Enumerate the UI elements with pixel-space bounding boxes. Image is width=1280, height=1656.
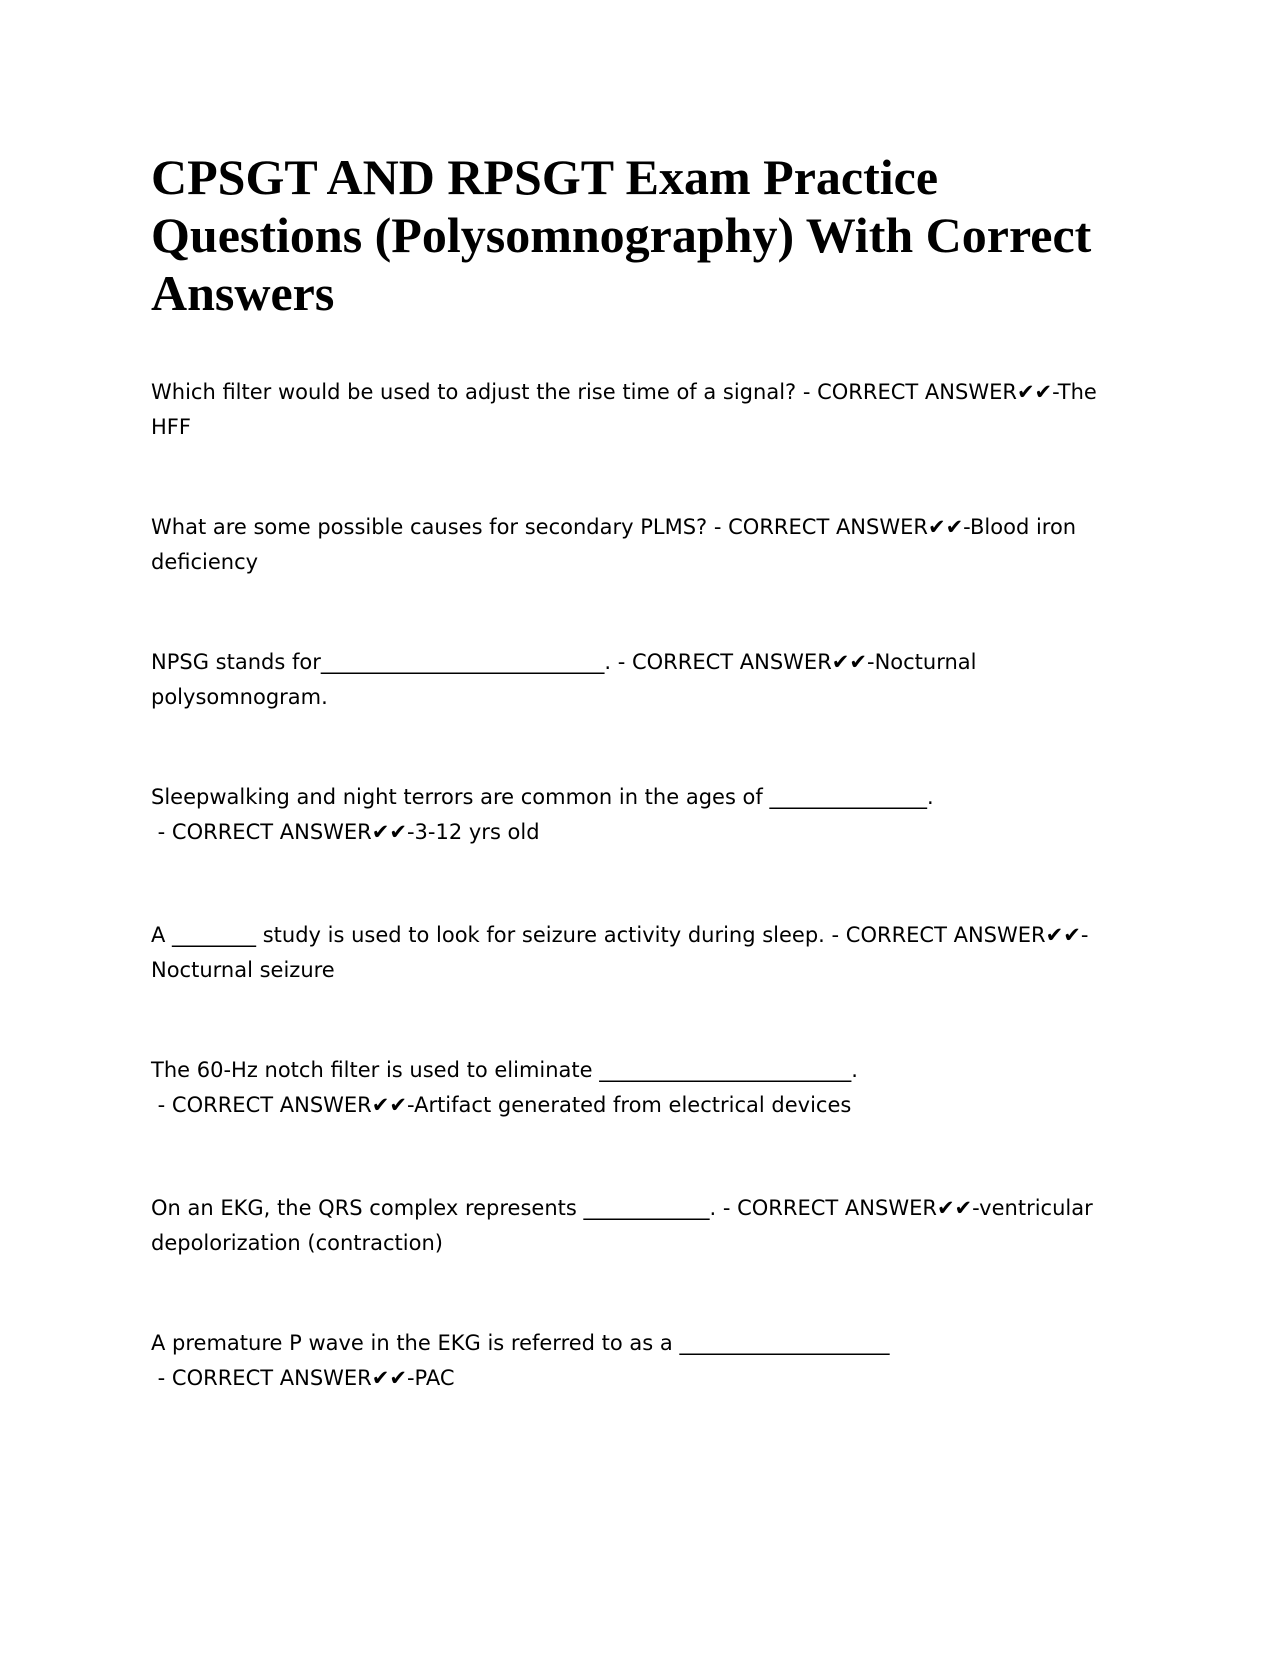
question-text: What are some possible causes for secondary PLMS? [151, 515, 708, 539]
question-text: A ________ study is used to look for seizure activity during sleep. [151, 923, 825, 947]
answer-label: - CORRECT ANSWER✔✔- [151, 1093, 415, 1117]
answer-label: - CORRECT ANSWER✔✔- [611, 650, 875, 674]
question-text: The 60-Hz notch filter is used to eliminate ________________________. [151, 1058, 858, 1082]
question-text: Which filter would be used to adjust the rise time of a signal? [151, 380, 797, 404]
answer-text: ventricular depolorization (contraction) [151, 1196, 1093, 1255]
answer-label: - CORRECT ANSWER✔✔- [151, 1366, 415, 1390]
question-text: NPSG stands for___________________________. [151, 650, 612, 674]
answer-label: - CORRECT ANSWER✔✔- [707, 515, 970, 539]
answer-label: - CORRECT ANSWER✔✔- [796, 380, 1058, 404]
answer-text: Blood iron deficiency [151, 515, 1077, 574]
answer-text: PAC [414, 1366, 455, 1390]
qa-item-7 [151, 1191, 1111, 1261]
document-title: CPSGT AND RPSGT Exam Practice Questions (Polysomnography) With Correct Answers [151, 149, 1092, 321]
answer-label: - CORRECT ANSWER✔✔- [151, 820, 415, 844]
question-text: On an EKG, the QRS complex represents ____________. [151, 1196, 717, 1220]
qa-item-6 [151, 1053, 1111, 1123]
qa-item-8 [151, 1326, 1111, 1396]
answer-label: - CORRECT ANSWER✔✔- [716, 1196, 980, 1220]
qa-item-2 [151, 510, 1111, 580]
answer-text: Nocturnal seizure [151, 958, 335, 982]
qa-item-5 [151, 918, 1111, 988]
qa-item-1 [151, 375, 1111, 445]
answer-text: Nocturnal polysomnogram. [151, 650, 977, 709]
question-text: A premature P wave in the EKG is referred to as a ____________________ [151, 1331, 890, 1355]
question-text: Sleepwalking and night terrors are common in the ages of _______________. [151, 785, 934, 809]
answer-label: - CORRECT ANSWER✔✔- [824, 923, 1089, 947]
answer-text: 3-12 yrs old [414, 820, 540, 844]
answer-text: The HFF [151, 380, 1097, 439]
qa-item-4 [151, 780, 1111, 850]
qa-item-3 [151, 645, 1111, 715]
answer-text: Artifact generated from electrical devices [414, 1093, 852, 1117]
